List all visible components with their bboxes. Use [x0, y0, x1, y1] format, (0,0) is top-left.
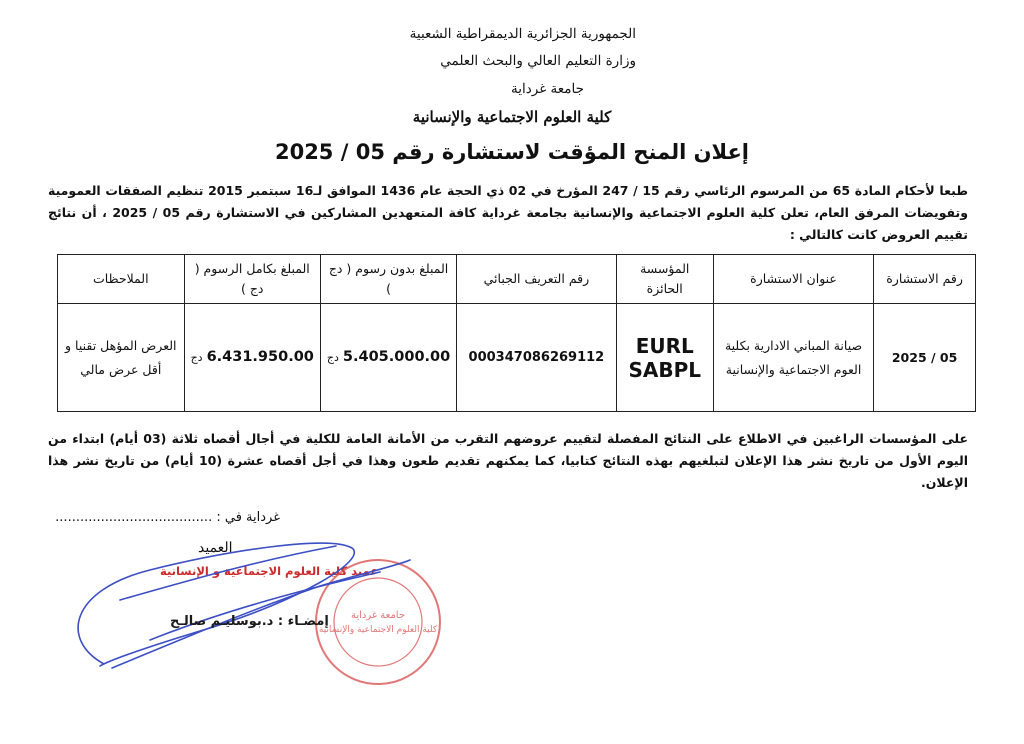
amount-excl-value: 5.405.000.00	[342, 349, 451, 365]
dean-stamp-title: عميد كلية العلوم الاجتماعية و الإنسانية	[160, 564, 379, 578]
header-amount-excl: المبلغ بدون رسوم ( دج )	[320, 255, 456, 304]
signatory-name: إمضـاء : د.بوسليـم صالـح	[170, 614, 329, 629]
currency-unit: دج	[190, 351, 203, 364]
header-winning-company: المؤسسة الحائزة	[616, 255, 713, 304]
stamp-text: جامعة غرداية	[350, 610, 406, 621]
header-amount-incl: المبلغ بكامل الرسوم ( دج )	[184, 255, 320, 304]
cell-notes: العرض المؤهل تقنيا و أقل عرض مالي	[58, 304, 185, 412]
header-consultation-no: رقم الاستشارة	[874, 255, 976, 304]
amount-incl-value: 6.431.950.00	[206, 349, 314, 365]
company-line-2: SABPL	[628, 357, 701, 382]
header-faculty: كلية العلوم الاجتماعية والإنسانية	[412, 108, 612, 126]
header-notes: الملاحظات	[58, 255, 185, 304]
header-university: جامعة غرداية	[511, 81, 584, 97]
cell-tax-id: 000347086269112	[457, 304, 616, 412]
announcement-title: إعلان المنح المؤقت لاستشارة رقم 05 / 2025	[274, 140, 750, 164]
place-label: غرداية في :	[216, 510, 280, 525]
header-tax-id: رقم التعريف الجبائي	[457, 255, 616, 304]
intro-paragraph: طبعا لأحكام المادة 65 من المرسوم الرئاسي رقم 15 / 247 المؤرخ في 02 ذي الحجة عام 1436 الموافق لـ16 سبتمبر 2015 تنظيم الصفقات العمومية وتفويضات المرفق العام، تعلن كلية العلوم الاجتماعية والإنسانية بجامعة غرداية كافة المتعهدين المشاركين في الاستشارة رقم 05 / 2025 ، أن نتائج تقييم العروض كانت كالتالي :	[48, 183, 968, 242]
dean-title: العميد	[198, 540, 233, 556]
official-stamp	[316, 560, 440, 684]
header-republic: الجمهورية الجزائرية الديمقراطية الشعبية	[409, 26, 636, 42]
stamp-text-faculty: كلية العلوم الاجتماعية والإنسانية	[318, 625, 438, 635]
place-date-dots: ......................................	[55, 510, 213, 525]
consultation-no-value: 2025 / 05	[891, 349, 958, 365]
cell-consultation-title: صيانة المباني الادارية بكلية العوم الاجتماعية والإنسانية	[713, 304, 873, 412]
header-ministry: وزارة التعليم العالي والبحث العلمي	[440, 53, 636, 69]
closing-paragraph: على المؤسسات الراغبين في الاطلاع على النتائج المفصلة لتقييم عروضهم التقرب من الأمانة العامة للكلية في أجال أقصاه ثلاثة (03 أيام) ابتداء من اليوم الأول من تاريخ نشر هذا الإعلان لتبلغيهم بهذه النتائج كتابيا، كما يمكنهم تقديم طعون وهذا في أجل أقصاه عشرة (10 أيام) من تاريخ نشر هذا الإعلان.	[48, 431, 968, 490]
header-consultation-title: عنوان الاستشارة	[713, 255, 873, 304]
currency-unit: دج	[326, 351, 339, 364]
company-line-1: EURL	[635, 333, 694, 358]
